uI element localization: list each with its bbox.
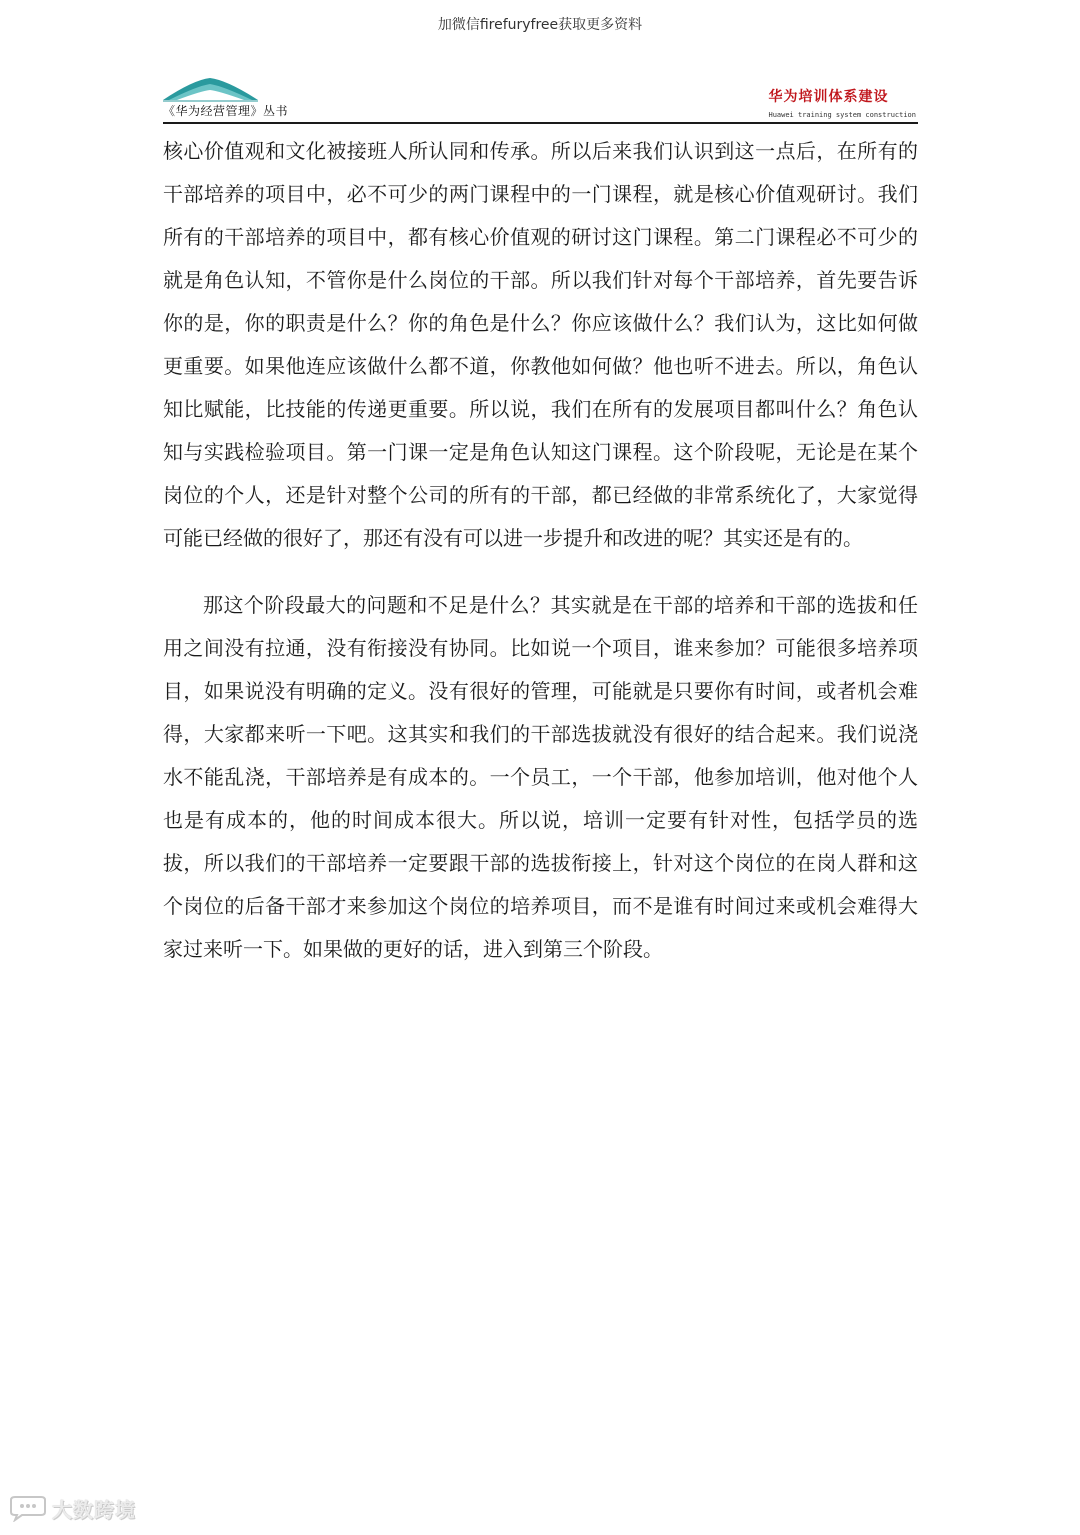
- top-note: 加微信firefuryfree获取更多资料: [437, 17, 643, 33]
- watermark: [8, 1494, 136, 1523]
- paragraph: 那这个阶段最大的问题和不足是什么？其实就是在干部的培养和干部的选拔和任用之间没有拉通，没有衔接没有协同。比如说一个项目，谁来参加？可能很多培养项目，如果说没有明确的定义。没有很好的管理，可能就是只要你有时间，或者机会难得，大家都来听一下吧。这其实和我们的干部选拔就没有很好的结合起来。我们说浇水不能乱浇，干部培养是有成本的。一个员工，一个干部，他参加培训，他对他个人也是有成本的，他的时间成本很大。所以说，培训一定要有针对性，包括学员的选拔，所以我们的干部培养一定要跟干部的选拔衔接上，针对这个岗位的在岗人群和这个岗位的后备干部才来参加这个岗位的培养项目，而不是谁有时间过来或机会难得大家过来听一下。如果做的更好的话，进入到第三个阶段。: [163, 593, 918, 961]
- chat-bubble-logo-icon: [8, 1496, 48, 1522]
- brand-title: 华为培训体系建设: [768, 89, 889, 105]
- watermark-text: 大数跨境: [52, 1498, 136, 1522]
- brand-subtitle: Huawei training system construction: [768, 111, 916, 119]
- header-brand: [768, 86, 916, 119]
- document-body: [163, 130, 918, 971]
- series-title: 《华为经营管理》丛书: [163, 104, 289, 118]
- mountain-logo-icon: [163, 76, 258, 102]
- paragraph: 核心价值观和文化被接班人所认同和传承。所以后来我们认识到这一点后，在所有的干部培养的项目中，必不可少的两门课程中的一门课程，就是核心价值观研讨。我们所有的干部培养的项目中，都有核心价值观的研讨这门课程。第二门课程必不可少的就是角色认知，不管你是什么岗位的干部。所以我们针对每个干部培养，首先要告诉你的是，你的职责是什么？你的角色是什么？你应该做什么？我们认为，这比如何做更重要。如果他连应该做什么都不道，你教他如何做？他也听不进去。所以，角色认知比赋能，比技能的传递更重要。所以说，我们在所有的发展项目都叫什么？角色认知与实践检验项目。第一门课一定是角色认知这门课程。这个阶段呢，无论是在某个岗位的个人，还是针对整个公司的所有的干部，都已经做的非常系统化了，大家觉得可能已经做的很好了，那还有没有可以进一步提升和改进的呢？其实还是有的。: [163, 139, 918, 550]
- header-divider: [163, 122, 918, 124]
- page-header: [163, 76, 918, 124]
